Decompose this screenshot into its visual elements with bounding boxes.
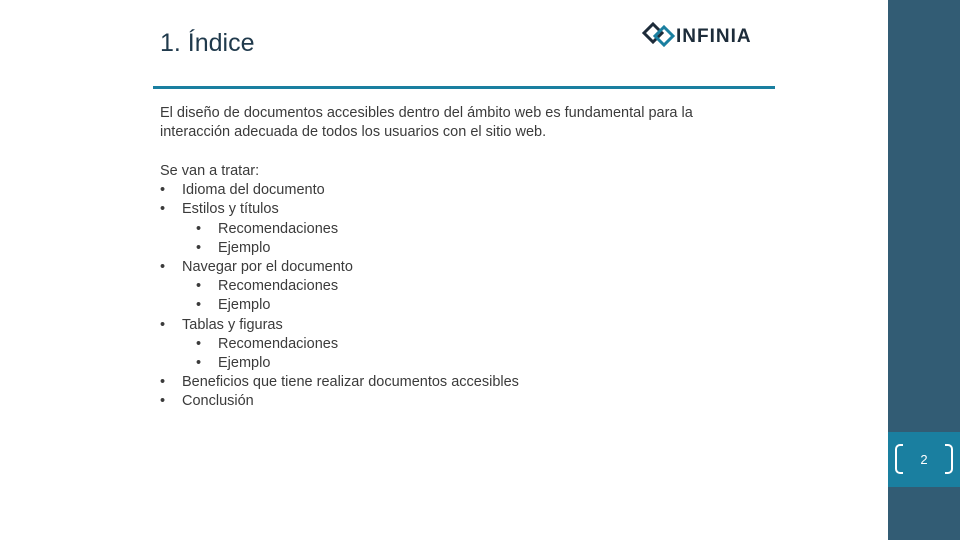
bullet-icon: • xyxy=(196,278,202,295)
topic-label: Tablas y figuras xyxy=(182,316,283,333)
topic-label: Ejemplo xyxy=(218,297,271,314)
topics-heading: Se van a tratar: xyxy=(160,163,260,179)
topic-item xyxy=(160,181,519,200)
infinia-logo-icon xyxy=(642,20,676,54)
topic-label: Ejemplo xyxy=(218,239,271,256)
topic-label: Estilos y títulos xyxy=(182,201,279,218)
bullet-icon: • xyxy=(160,393,166,410)
topic-label: Ejemplo xyxy=(218,355,271,372)
topic-item xyxy=(160,200,519,219)
sub-topic-item xyxy=(160,296,519,315)
right-bracket-icon xyxy=(945,444,953,474)
bullet-icon: • xyxy=(196,355,202,372)
logo-wordmark: INFINIA xyxy=(676,26,752,47)
title-divider xyxy=(153,86,775,89)
bullet-icon: • xyxy=(196,297,202,314)
bullet-icon: • xyxy=(160,316,166,333)
topic-label: Recomendaciones xyxy=(218,220,339,237)
bullet-icon: • xyxy=(160,182,166,199)
bullet-icon: • xyxy=(160,201,166,218)
topic-item xyxy=(160,373,519,392)
topic-item xyxy=(160,392,519,411)
slide-title: 1. Índice xyxy=(160,29,255,57)
topic-item xyxy=(160,258,519,277)
topic-label: Recomendaciones xyxy=(218,335,339,352)
sub-topic-item xyxy=(160,335,519,354)
page-number: 2 xyxy=(920,452,928,467)
topic-label: Beneficios que tiene realizar documentos accesibles xyxy=(182,374,519,391)
bullet-icon: • xyxy=(196,239,202,256)
intro-paragraph: El diseño de documentos accesibles dentro del ámbito web es fundamental para la interacción adecuada de todos los usuarios con el sitio web. xyxy=(160,105,693,140)
bullet-icon: • xyxy=(196,220,202,237)
sub-topic-item xyxy=(160,220,519,239)
topic-label: Conclusión xyxy=(182,393,254,410)
sub-topic-item xyxy=(160,354,519,373)
bullet-icon: • xyxy=(160,259,166,276)
sub-topic-item xyxy=(160,239,519,258)
sub-topic-item xyxy=(160,277,519,296)
topics-list xyxy=(160,162,519,412)
topic-label: Navegar por el documento xyxy=(182,259,353,276)
topic-item xyxy=(160,316,519,335)
topic-label: Idioma del documento xyxy=(182,182,325,199)
bullet-icon: • xyxy=(196,335,202,352)
left-bracket-icon xyxy=(895,444,903,474)
infinia-logo xyxy=(642,20,752,54)
bullet-icon: • xyxy=(160,374,166,391)
topic-label: Recomendaciones xyxy=(218,278,339,295)
